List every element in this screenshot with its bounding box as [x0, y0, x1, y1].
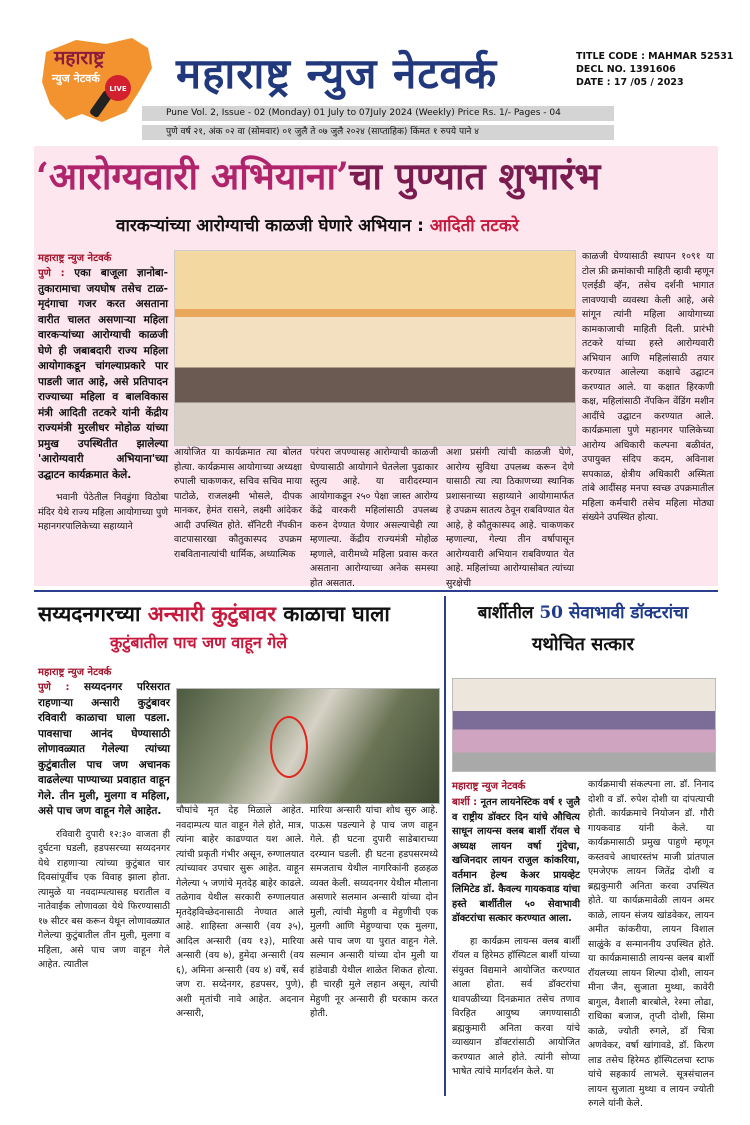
story2-headline-part3: काळाचा घाला: [275, 601, 390, 626]
issue-info-english: Pune Vol. 2, Issue - 02 (Monday) 01 July to 07July 2024 (Weekly) Price Rs. 1/- Pages - 04: [142, 106, 614, 121]
story2-headline-part1: सय्यदनगरच्या: [38, 601, 148, 626]
issue-info-marathi: पुणे वर्ष २१, अंक ०२ वा (सोमवार) ०१ जुलै ते ०७ जुलै २०२४ (साप्ताहिक) किंमत १ रुपये पाने ४: [142, 125, 614, 140]
story3-lead-column: [452, 796, 580, 1088]
story2-photo-waterfall: [176, 688, 440, 804]
story2-lead: [38, 680, 170, 820]
story3-headline-part2: 50 सेवाभावी डॉक्टरांचा: [539, 603, 689, 623]
story1-subheadline: [116, 212, 676, 240]
masthead-logo: [36, 34, 156, 126]
story3-lead-text: नूतन लायनेस्टिक वर्ष १ जुलै व राष्ट्रीय डॉक्टर दिन यांचे औचित्य साधून लायन्स क्लब बार्शी रॉयल चे अध्यक्ष लायन वर्षा गुंदेचा, खजिनदार लायन राजुल कांकरिया, वर्तमान हेल्थ केअर प्रायव्हेट लिमिटेड डॉ. कैवल्य गायकवाड यांचा हस्ते बार्शीतील ५० सेवाभावी डॉक्टरांचा सत्कार करण्यात आला.: [452, 797, 581, 924]
story2-photo-highlight-circle: [270, 716, 308, 778]
story3-headline: [452, 598, 714, 628]
story3-byline: महाराष्ट्र न्युज नेटवर्क: [452, 781, 526, 792]
decl-no: DECL NO. 1391606: [576, 64, 676, 75]
story1-column-5: काळजी घेण्यासाठी स्थापन १०९१ या टोल फ्री क्रमांकाची माहिती व्हावी म्हणून एलईडी व्हॅन, तसेच दर्शनी भागात लावण्याची व्यवस्था केली आहे, असे सांगून त्यांनी महिला आयोगाच्या कामकाजाची माहिती दिली. प्रारंभी तटकरे यांच्या हस्ते आरोग्यवारी अभियान आणि महिलांसाठी तयार करण्यात आलेल्या कक्षाचे उद्घाटन करण्यात आले. या कक्षात हिरकणी कक्ष, महिलांसाठी नॅपकिन वेंडिंग मशीन आदींचे उद्घाटन करण्यात आले. कार्यक्रमाला पुणे महानगर पालिकेच्या आरोग्य अधिकारी कल्पना बळीवंत, उपायुक्त संदिप कदम, अविनाश सपकाळ, क्षेत्रीय अधिकारी अस्मिता तांबे आदींसह मनपा स्वच्छ उपक्रमातील महिला कर्मचारी तसेच महिला मोठ्या संख्येने उपस्थित होत्या.: [582, 251, 714, 523]
story1-subheadline-text: वारकऱ्यांच्या आरोग्याची काळजी घेणारे अभियान :: [116, 216, 430, 236]
story1-lead: [38, 266, 168, 483]
section-divider: [34, 590, 718, 592]
story1-headline-rest: चा पुण्यात शुभारंभ: [348, 154, 601, 198]
story2-col1-text: रविवारी दुपारी १२:३० वाजता ही दुर्घटना घडली, हडपसरच्या सय्यदनगर येथे राहणाऱ्या त्यांच्या कुटुंबात चार दिवसांपूर्वीच एक विवाह झाला होता. त्यामुळे या नवदाम्पत्यासह घरातील व नातेवाईक लोणावळा येथे फिरण्यासाठी १७ सीटर बस करून येथून लोणावळ्यात गेलेल्या कुटुंबातील तीन मुली, मुलगा व महिला, असे पाच जण वाहून गेले आहेत. त्यातील: [38, 828, 170, 970]
story1-photo-inauguration: [174, 250, 576, 446]
story1-column-2: आयोजित या कार्यक्रमात त्या बोलत होत्या. कार्यक्रमास आयोगाच्या अध्यक्षा रुपाली चाकणकर, सचिव सचिव माया पाटोळे, राजलक्ष्मी भोसले, दीपक मानकर, हेमंत रासने, लक्ष्मी आंदेकर आदी उपस्थित होते. सॅनिटरी नॅपकीन वाटपासारखा कौतुकास्पद उपक्रम राबवितानात्यांची धार्मिक, अध्यात्मिक: [174, 447, 302, 560]
registration-date: DATE : 17 /05 / 2023: [576, 77, 684, 88]
title-code: TITLE CODE : MAHMAR 52531: [576, 51, 734, 62]
story2-headline: [38, 598, 440, 630]
story3-col1-text: हा कार्यक्रम लायन्स क्लब बार्शी रॉयल व हिरेमठ हॉस्पिटल बार्शी यांच्या संयुक्त विद्यमाने आयोजित करण्यात आला होता. सर्व डॉक्टरांचा धावपळीच्या दिनक्रमात तसेच तणाव विरहित आयुष्य जगण्यासाठी ब्रह्मकुमारी अनिता करवा यांचे व्याख्यान डॉक्टरांसाठी आयोजित करण्यात आले होते. त्यांनी सोप्या भाषेत त्यांचे मार्गदर्शन केले. या: [452, 935, 580, 1077]
story2-column-3: मारिया अन्सारी यांचा शोध सुरु आहे. पाऊस पडल्याने हे पाच जण वाहून गेले. ही घटना दुपारी साडेबाराच्या दरम्यान घडली. ही घटना हडपसरमध्ये समजताच येथील नागरिकांनी हळहळ व्यक्त केली. सय्यदनगर येथील मौलाना असणारे सलमान अन्सारी यांच्या दोन मुली, त्यांची मेहुणी व मेहुणीची एक मुलगी आणि मेहुण्याचा एक मुलगा, असे पाच जण या पुरात वाहून गेले. सल्मान अन्सारी यांच्या दोन मुली या हांडेवाडी येथील शाळेत शिकत होत्या. ही चारही मुले लहान असून, त्यांची मेहुणी नूर अन्सारी ही घरकाम करत होती.: [310, 805, 438, 1019]
logo-text-bottom: न्युज नेटवर्क: [52, 72, 100, 85]
story1-dateline: पुणे :: [38, 268, 75, 279]
story3-dateline: बार्शी :: [452, 797, 481, 808]
story1-column-3: परंपरा जपण्यासह आरोग्याची काळजी घेण्यासाठी आयोगाने घेतलेला पुढाकार स्तुत्य आहे. या वारीदरम्यान आयोगाकडून २५० पेक्षा जास्त आरोग्य केंद्रे वारकरी महिलांसाठी उपलब्ध करुन देण्यात येणार असल्याचेही त्या म्हणाल्या. केंद्रीय राज्यमंत्री मोहोळ म्हणाले, वारीमध्ये महिला प्रवास करत असताना आरोग्याच्या अनेक समस्या होत असतात.: [310, 447, 438, 589]
story3-column-2: कार्यक्रमाची संकल्पना ला. डॉ. निनाद दोशी व डॉ. रुपेश दोशी या दांपत्याची होती. कार्यक्रमाचे नियोजन डॉ. गौरी गायकवाड यांनी केले. या कार्यक्रमासाठी प्रमुख पाहुणे म्हणून कस्तवचे आधारस्तंभ माजी प्रांतपाल एमजेएफ लायन जितेंद्र दोशी व ब्रह्मकुमारी अनिता करवा उपस्थित होते. या कार्यक्रमावेळी लायन अमर काळे, लायन संजय खांडवेकर, लायन अमीत कांकरीया, लायन विशाल साळुंके व सन्माननीय उपस्थित होते. या कार्यक्रमासाठी लायन्स क्लब बार्शी रॉयलच्या लायन शिल्पा दोशी, लायन मीना जैन, सुजाता मुथ्था, कावेरी बागुल, वैशाली बारबोले, रेश्मा लोढा, राधिका बजाज, तृप्ती दोशी, सिमा काळे, ज्योती रुगले, डॉ चित्रा अणवेकर, वर्षा खांगावडे, डॉ. किरण लाड तसेच हिरेमठ हॉस्पिटलचा स्टाफ यांचे सहकार्य लाभले. सूत्रसंचालन लायन सुजाता मुथ्था व लायन ज्योती रुगले यांनी केले.: [588, 779, 714, 1109]
logo-badge: LIVE: [109, 85, 127, 93]
story2-subheadline: कुटुंबातील पाच जण वाहून गेले: [110, 633, 288, 652]
masthead-meta: [576, 50, 746, 89]
story2-column-2: चौघांचे मृत देह मिळाले आहेत. नवदाम्पत्य यात वाहून गेले होते, मात्र, त्यांना बाहेर काढण्यात यश आले. त्यांची प्रकृती गंभीर असून, रुग्णालयात त्यांच्यावर उपचार सुरू आहेत. वाहून गेलेल्या ५ जणांचे मृतदेह बाहेर काढले. तळेगाव येथील सरकारी रुग्णालयात मृतदेहविच्छेदनासाठी नेण्यात आले आहे. शाहिस्ता अन्सारी (वय ३५), आदिल अन्सारी (वय १३), मारिया अन्सारी (वय ७), हुमेदा अन्सारी (वय ६), अमिना अन्सारी (वय ४) वर्षे, सर्व जण रा. सय्देनगर, हडपसर, पुणे), अशी मृतांची नावे आहेत. अदनान अन्सारी,: [176, 805, 304, 1019]
story1-headline-quoted: ‘आरोग्यवारी अभियाना’: [36, 154, 349, 198]
story2-lead-text: सय्यदनगर परिसरात राहणाऱ्या अन्सारी कुटुंबावर रविवारी काळाचा घाला पडला. पावसाचा आनंद घेण्यासाठी लोणावळ्यात गेलेल्या त्यांच्या कुटुंबातील पाच जण अचानक वाढलेल्या पाण्याच्या प्रवाहात वाहून गेले. तीन मुली, मुलगा व महिला, असे पाच जण वाहून गेले आहेत.: [38, 681, 170, 817]
story1-lead-column: [38, 266, 168, 582]
story1-lead-text: एका बाजूला ज्ञानोबा-तुकारामाचा जयघोष तसेच टाळ-मृदंगाचा गजर करत असताना वारीत चालत असणाऱ्या महिला वारकऱ्यांच्या आरोग्याची काळजी घेणे ही जबाबदारी राज्य महिला आयोगाकडून चांगल्याप्रकारे पार पाडली जात आहे, असे प्रतिपादन राज्याच्या महिला व बालविकास मंत्री आदिती तटकरे यांनी केंद्रीय राज्यमंत्री मुरलीधर मोहोळ यांच्या प्रमुख उपस्थितीत झालेल्या 'आरोग्यवारी अभियाना'च्या उद्घाटन कार्यक्रमात केले.: [38, 267, 168, 481]
story1-column-4: अशा प्रसंगी त्यांची काळजी घेणे, आरोग्य सुविधा उपलब्ध करून देणे यासाठी त्या त्या ठिकाणच्या स्थानिक प्रशासनाच्या सहाय्याने आयोगामार्फत हे उपक्रम सातत्य ठेवून राबविण्यात येत आहे, हे कौतुकास्पद आहे. चाकणकर म्हणाल्या, गेल्या तीन वर्षापासून आरोग्यवारी अभियान राबविण्यात येत आहे. महिलांच्या आरोग्यासोबत त्यांच्या सुरक्षेची: [446, 447, 574, 589]
story1-subheadline-name: आदिती तटकरे: [429, 216, 519, 236]
story2-dateline: पुणे :: [38, 682, 84, 693]
story2-headline-part2: अन्सारी कुटुंबावर: [147, 601, 276, 626]
story3-photo-doctors: [452, 678, 716, 772]
story2-lead-column: [38, 680, 170, 1088]
story1-col1-text: भवानी पेठेतील निवडुंगा विठोबा मंदिर येथे राज्य महिला आयोगाच्या पुणे महानगरपालिकेच्या सहाय्याने: [38, 492, 168, 532]
story3-headline-line2: यथोचित सत्कार: [531, 634, 635, 655]
story1-headline: [36, 148, 716, 204]
story3-lead: [452, 796, 580, 927]
column-divider: [444, 596, 446, 1096]
story3-headline-part1: बार्शीतील: [477, 603, 540, 623]
logo-text-top: महाराष्ट्र: [54, 47, 105, 69]
newspaper-brand: महाराष्ट्र न्युज नेटवर्क: [176, 49, 498, 98]
story2-byline: महाराष्ट्र न्युज नेटवर्क: [38, 667, 112, 678]
story1-byline: महाराष्ट्र न्युज नेटवर्क: [38, 253, 112, 264]
